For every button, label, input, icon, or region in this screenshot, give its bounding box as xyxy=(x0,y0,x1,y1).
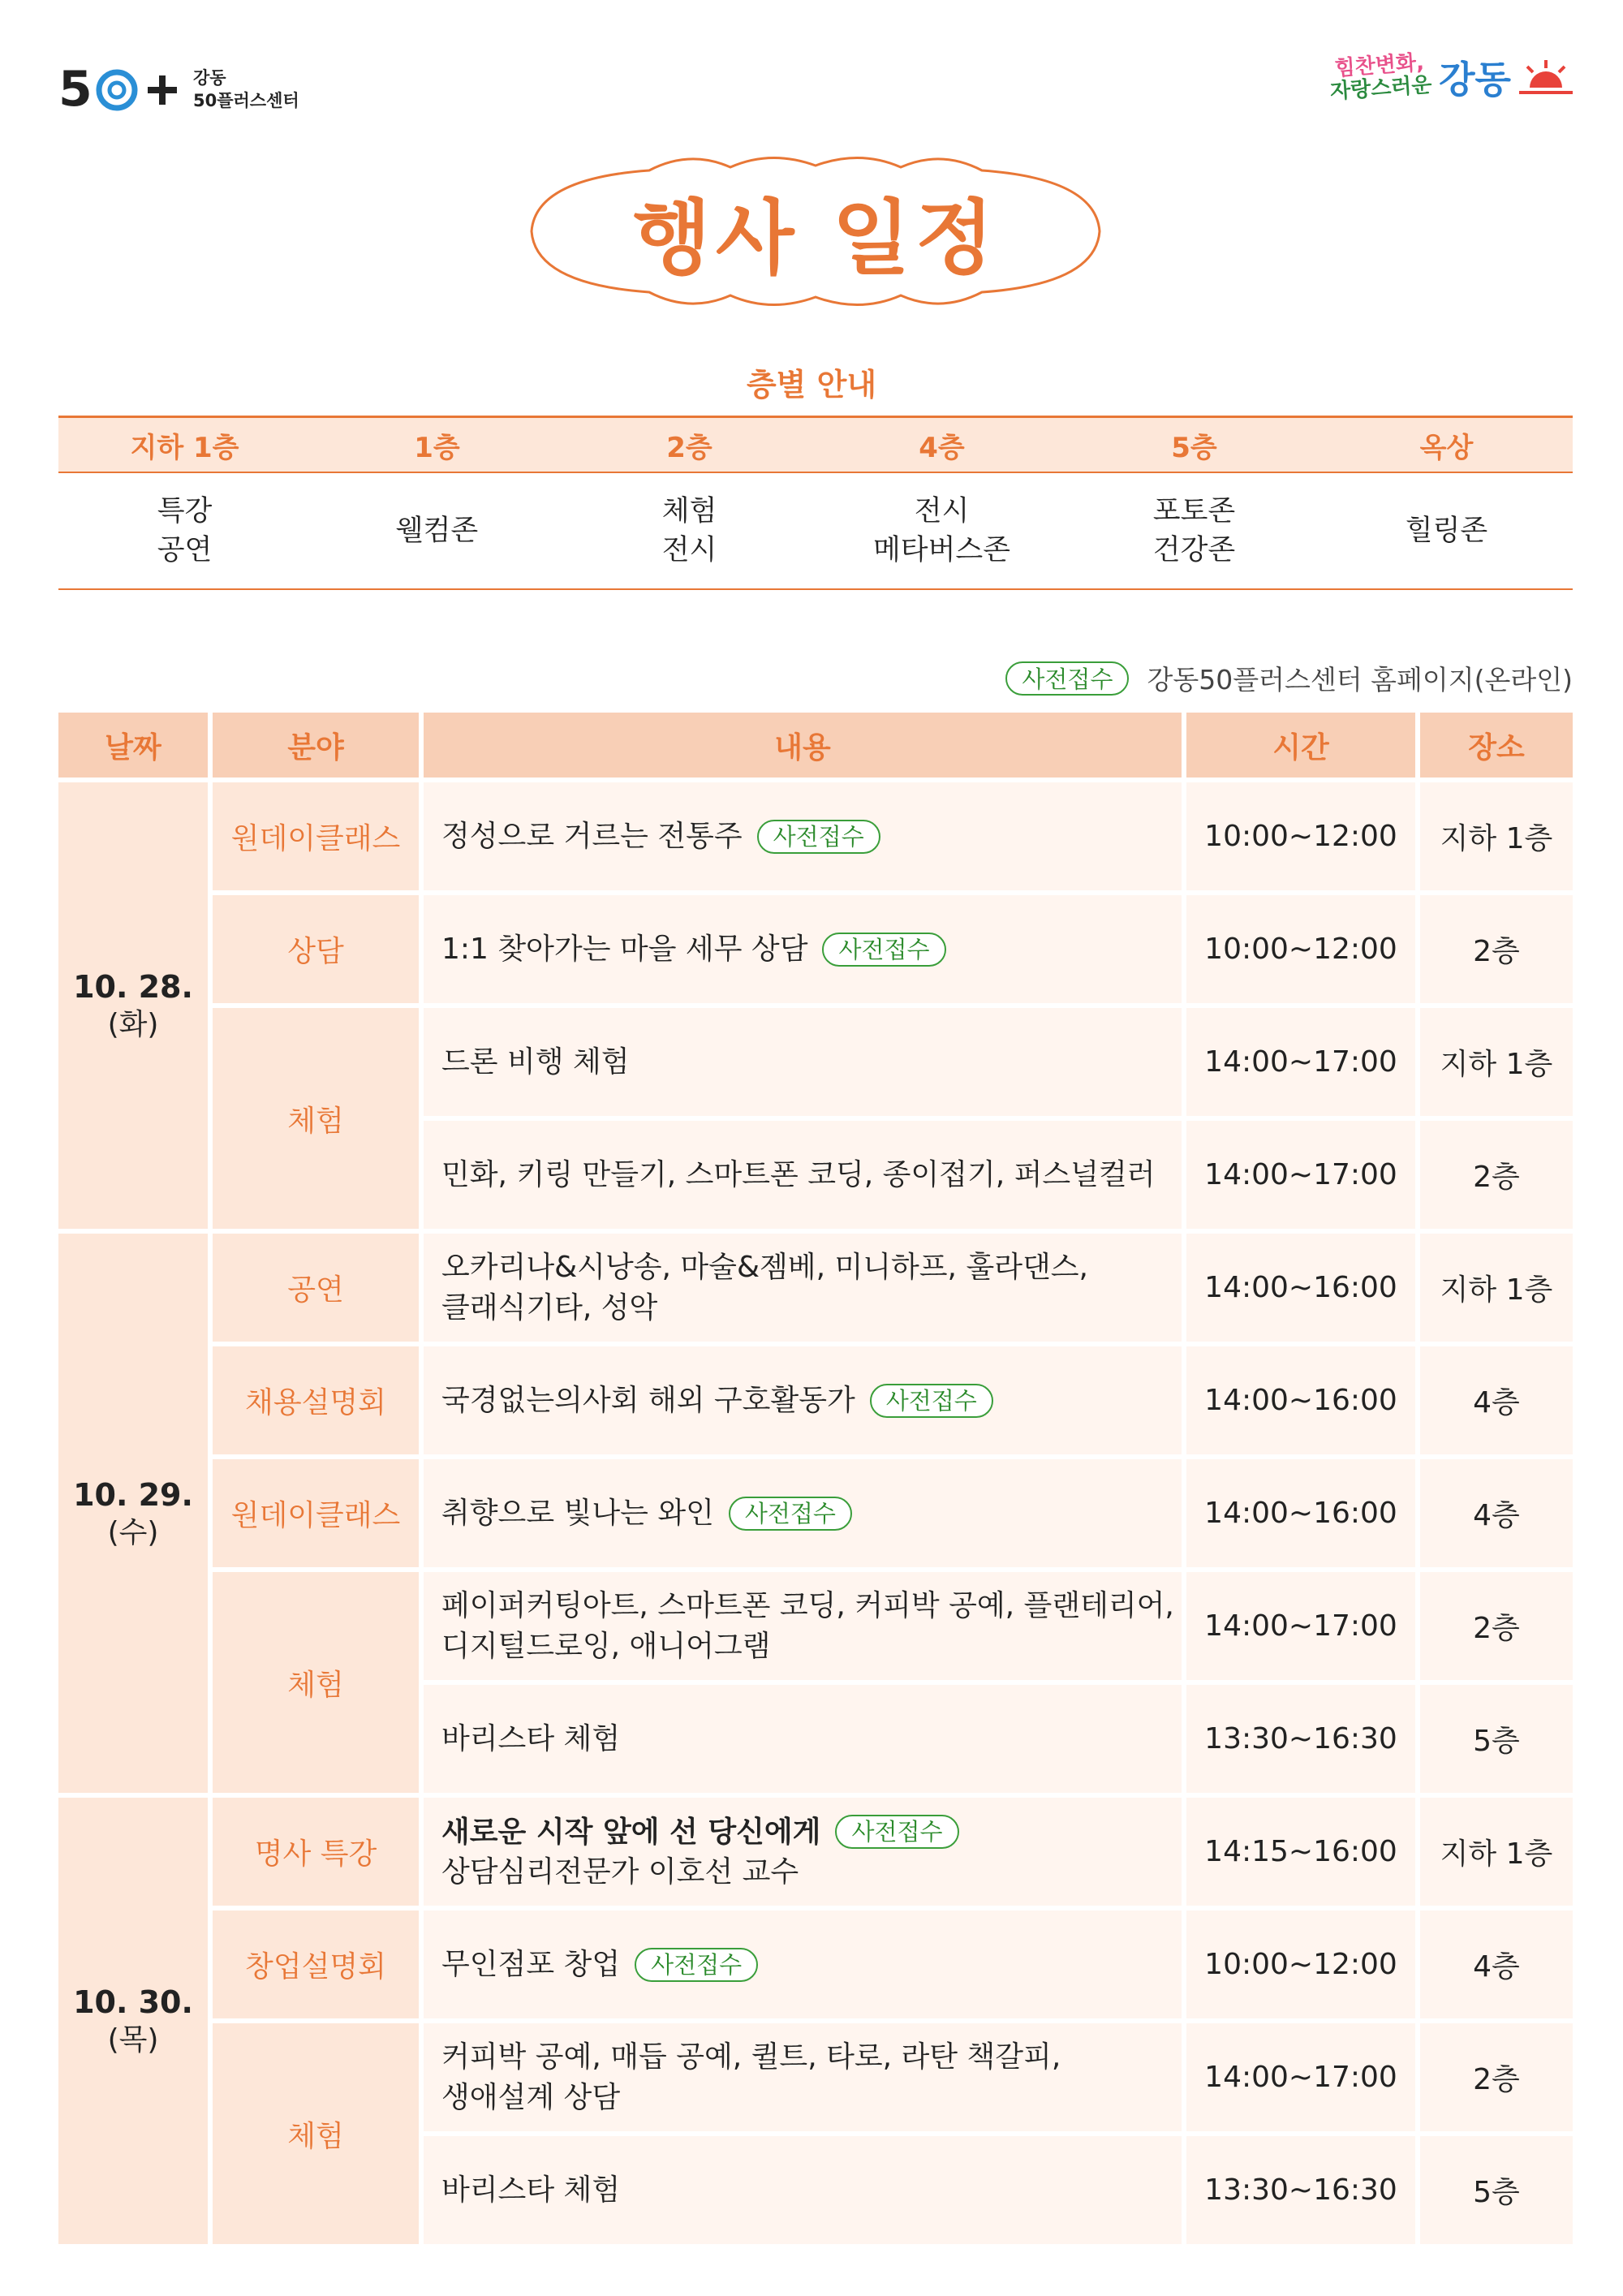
category-group xyxy=(213,1910,1573,2023)
place-cell: 5층 xyxy=(1420,2136,1573,2249)
category-cell: 공연 xyxy=(213,1234,424,1346)
content-lines xyxy=(441,1247,1088,1329)
center-logo xyxy=(58,57,299,122)
time-cell: 10:00~12:00 xyxy=(1186,1910,1420,2023)
content-text: 드론 비행 체험 xyxy=(441,1045,630,1079)
floor-zones xyxy=(1320,473,1573,588)
slogan-line2: 자랑스러운 xyxy=(1328,72,1432,105)
content-lines xyxy=(441,1719,620,1760)
place-cell: 2층 xyxy=(1420,1572,1573,1685)
category-group xyxy=(213,1234,1573,1346)
time-cell: 14:00~17:00 xyxy=(1186,1572,1420,1685)
table-row xyxy=(424,1910,1573,2023)
registration-badge: 사전접수 xyxy=(1005,661,1129,696)
content-lines xyxy=(441,1811,959,1893)
floor-zone: 웰컴존 xyxy=(395,515,479,547)
floor-zones xyxy=(58,473,311,588)
content-line xyxy=(441,1719,620,1760)
place-cell: 2층 xyxy=(1420,895,1573,1008)
category-group xyxy=(213,2023,1573,2249)
registration-badge: 사전접수 xyxy=(635,1948,758,1982)
sub-rows xyxy=(424,782,1573,895)
content-line xyxy=(441,1626,1174,1667)
content-lines xyxy=(441,1945,758,1985)
content-lines xyxy=(441,2037,1061,2118)
time-cell: 14:00~16:00 xyxy=(1186,1346,1420,1459)
content-line xyxy=(441,2037,1061,2078)
content-cell xyxy=(424,1572,1186,1685)
content-cell xyxy=(424,2023,1186,2136)
weekday-label: (목) xyxy=(107,2023,159,2057)
place-cell: 지하 1층 xyxy=(1420,782,1573,895)
place-cell: 2층 xyxy=(1420,2023,1573,2136)
category-cell: 체험 xyxy=(213,1008,424,1234)
content-text: 클래식기타, 성악 xyxy=(441,1290,658,1325)
content-cell xyxy=(424,1459,1186,1572)
floor-zone: 전시 xyxy=(661,534,717,566)
place-cell: 지하 1층 xyxy=(1420,1008,1573,1121)
content-cell xyxy=(424,1008,1186,1121)
content-cell xyxy=(424,1798,1186,1910)
svg-text:5: 5 xyxy=(58,61,93,118)
legend xyxy=(1005,659,1573,697)
content-text: 무인점포 창업 xyxy=(441,1947,621,1981)
registration-badge: 사전접수 xyxy=(757,820,880,854)
date-label: 10. 28. xyxy=(73,969,193,1005)
category-cell: 원데이클래스 xyxy=(213,1459,424,1572)
content-cell xyxy=(424,1121,1186,1234)
place-cell: 지하 1층 xyxy=(1420,1798,1573,1910)
content-cell xyxy=(424,1346,1186,1459)
content-lines xyxy=(441,2170,620,2211)
table-row xyxy=(424,1346,1573,1459)
day-rows xyxy=(213,1234,1573,1798)
table-row xyxy=(424,2023,1573,2136)
content-line xyxy=(441,1042,630,1083)
registration-badge: 사전접수 xyxy=(729,1497,852,1531)
table-row xyxy=(424,1008,1573,1121)
category-group xyxy=(213,895,1573,1008)
sun-icon xyxy=(1518,57,1574,97)
header-place: 장소 xyxy=(1420,713,1573,782)
sub-rows xyxy=(424,1008,1573,1234)
schedule-header-row xyxy=(58,713,1573,782)
date-cell xyxy=(58,1234,213,1798)
date-cell xyxy=(58,782,213,1234)
weekday-label: (화) xyxy=(107,1008,159,1041)
category-cell: 채용설명회 xyxy=(213,1346,424,1459)
day-rows xyxy=(213,782,1573,1234)
content-text: 1:1 찾아가는 마을 세무 상담 xyxy=(441,932,808,966)
content-line xyxy=(441,1381,993,1421)
category-cell: 원데이클래스 xyxy=(213,782,424,895)
table-row xyxy=(424,1685,1573,1798)
floor-zone: 특강 xyxy=(157,495,213,528)
sub-rows xyxy=(424,1234,1573,1346)
content-lines xyxy=(441,816,880,857)
content-text: 페이퍼커팅아트, 스마트폰 코딩, 커피박 공예, 플랜테리어, xyxy=(441,1588,1174,1622)
content-line xyxy=(441,816,880,857)
time-cell: 14:00~17:00 xyxy=(1186,1008,1420,1121)
floor-zone: 건강존 xyxy=(1152,534,1236,566)
floor-guide-table xyxy=(58,416,1573,590)
day-block xyxy=(58,1234,1573,1798)
table-row xyxy=(424,1798,1573,1910)
day-block xyxy=(58,1798,1573,2249)
category-group xyxy=(213,1346,1573,1459)
content-line xyxy=(441,2078,1061,2118)
content-text: 바리스타 체험 xyxy=(441,2173,621,2207)
time-cell: 14:00~17:00 xyxy=(1186,2023,1420,2136)
table-row xyxy=(424,2136,1573,2249)
floor-name: 2층 xyxy=(666,431,712,464)
floor-zone: 공연 xyxy=(157,534,213,566)
table-row xyxy=(424,1121,1573,1234)
content-line xyxy=(441,1493,852,1534)
header-date: 날짜 xyxy=(58,713,213,782)
registration-badge: 사전접수 xyxy=(822,933,945,967)
time-cell: 10:00~12:00 xyxy=(1186,782,1420,895)
fifty-plus-logo-icon xyxy=(58,61,180,118)
floor-zones xyxy=(563,473,816,588)
content-line xyxy=(441,1811,959,1852)
content-lines xyxy=(441,1155,1156,1195)
logo-text-line1: 강동 xyxy=(193,68,226,88)
weekday-label: (수) xyxy=(107,1515,159,1549)
floor-name: 4층 xyxy=(919,431,965,464)
floor-zones-row xyxy=(58,473,1573,590)
time-cell: 13:30~16:30 xyxy=(1186,2136,1420,2249)
registration-badge: 사전접수 xyxy=(870,1384,993,1418)
floor-name: 옥상 xyxy=(1419,431,1474,464)
floor-header-row xyxy=(58,416,1573,473)
category-cell: 명사 특강 xyxy=(213,1798,424,1910)
content-line xyxy=(441,1288,1088,1329)
table-row xyxy=(424,895,1573,1008)
category-cell: 체험 xyxy=(213,2023,424,2249)
floor-zones xyxy=(311,473,563,588)
sub-rows xyxy=(424,1572,1573,1798)
day-rows xyxy=(213,1798,1573,2249)
legend-text: 강동50플러스센터 홈페이지(온라인) xyxy=(1147,664,1573,696)
content-text: 국경없는의사회 해외 구호활동가 xyxy=(441,1383,855,1417)
content-cell xyxy=(424,1685,1186,1798)
place-cell: 4층 xyxy=(1420,1346,1573,1459)
content-lines xyxy=(441,1381,993,1421)
place-cell: 2층 xyxy=(1420,1121,1573,1234)
category-group xyxy=(213,1008,1573,1234)
content-cell xyxy=(424,1910,1186,2023)
content-line xyxy=(441,1852,959,1893)
date-cell xyxy=(58,1798,213,2249)
category-group xyxy=(213,1459,1573,1572)
content-line xyxy=(441,1945,758,1985)
floor-zone: 힐링존 xyxy=(1405,515,1488,547)
sub-rows xyxy=(424,1910,1573,2023)
content-cell xyxy=(424,2136,1186,2249)
category-cell: 상담 xyxy=(213,895,424,1008)
place-cell: 4층 xyxy=(1420,1459,1573,1572)
table-row xyxy=(424,1234,1573,1346)
floor-name: 지하 1층 xyxy=(130,431,239,464)
time-cell: 14:00~16:00 xyxy=(1186,1234,1420,1346)
content-lines xyxy=(441,929,946,970)
floor-zones xyxy=(816,473,1068,588)
time-cell: 14:00~16:00 xyxy=(1186,1459,1420,1572)
place-cell: 지하 1층 xyxy=(1420,1234,1573,1346)
day-block xyxy=(58,782,1573,1234)
gangdong-logo xyxy=(1329,50,1574,104)
content-text: 생애설계 상담 xyxy=(441,2080,621,2114)
content-text: 민화, 키링 만들기, 스마트폰 코딩, 종이접기, 퍼스널컬러 xyxy=(441,1157,1156,1191)
content-line xyxy=(441,1155,1156,1195)
slogan-line1: 힘찬변화, xyxy=(1333,50,1425,81)
floor-name: 1층 xyxy=(414,431,460,464)
floor-zone: 메타버스존 xyxy=(872,534,1011,566)
title-banner xyxy=(527,146,1104,317)
content-cell xyxy=(424,782,1186,895)
content-text: 바리스타 체험 xyxy=(441,1721,621,1755)
time-cell: 10:00~12:00 xyxy=(1186,895,1420,1008)
category-group xyxy=(213,782,1573,895)
header-time: 시간 xyxy=(1186,713,1420,782)
floor-zones xyxy=(1068,473,1320,588)
registration-badge: 사전접수 xyxy=(835,1815,958,1849)
content-line xyxy=(441,929,946,970)
place-cell: 5층 xyxy=(1420,1685,1573,1798)
sub-rows xyxy=(424,1459,1573,1572)
content-text: 상담심리전문가 이호선 교수 xyxy=(441,1854,799,1889)
content-text: 새로운 시작 앞에 선 당신에게 xyxy=(441,1814,821,1849)
sub-rows xyxy=(424,895,1573,1008)
content-text: 취향으로 빛나는 와인 xyxy=(441,1496,714,1530)
sub-rows xyxy=(424,1798,1573,1910)
date-label: 10. 29. xyxy=(73,1476,193,1513)
sub-rows xyxy=(424,1346,1573,1459)
time-cell: 14:15~16:00 xyxy=(1186,1798,1420,1910)
place-cell: 4층 xyxy=(1420,1910,1573,2023)
content-lines xyxy=(441,1586,1174,1667)
floor-zone: 포토존 xyxy=(1152,495,1236,528)
category-cell: 창업설명회 xyxy=(213,1910,424,2023)
time-cell: 14:00~17:00 xyxy=(1186,1121,1420,1234)
content-text: 오카리나&시낭송, 마술&젬베, 미니하프, 훌라댄스, xyxy=(441,1250,1088,1284)
schedule-table xyxy=(58,713,1573,2249)
slogan xyxy=(1328,51,1432,104)
table-row xyxy=(424,1459,1573,1572)
floor-name: 5층 xyxy=(1171,431,1217,464)
header-category: 분야 xyxy=(213,713,424,782)
page-title: 행사 일정 xyxy=(632,191,999,286)
content-text: 디지털드로잉, 애니어그램 xyxy=(441,1629,771,1663)
content-text: 커피박 공예, 매듭 공예, 퀼트, 타로, 라탄 책갈피, xyxy=(441,2040,1061,2074)
time-cell: 13:30~16:30 xyxy=(1186,1685,1420,1798)
table-row xyxy=(424,782,1573,895)
floor-guide-heading: 층별 안내 xyxy=(746,367,877,403)
content-line xyxy=(441,1586,1174,1626)
content-line xyxy=(441,2170,620,2211)
header-content: 내용 xyxy=(424,713,1186,782)
category-group xyxy=(213,1572,1573,1798)
content-cell xyxy=(424,1234,1186,1346)
content-line xyxy=(441,1247,1088,1288)
logo-text-line2: 50플러스센터 xyxy=(193,91,299,110)
table-row xyxy=(424,1572,1573,1685)
content-text: 정성으로 거르는 전통주 xyxy=(441,819,743,853)
city-name: 강동 xyxy=(1439,58,1511,101)
content-cell xyxy=(424,895,1186,1008)
date-label: 10. 30. xyxy=(73,1984,193,2020)
sub-rows xyxy=(424,2023,1573,2249)
content-lines xyxy=(441,1042,630,1083)
content-lines xyxy=(441,1493,852,1534)
floor-zone: 전시 xyxy=(914,495,970,528)
category-group xyxy=(213,1798,1573,1910)
category-cell: 체험 xyxy=(213,1572,424,1798)
floor-zone: 체험 xyxy=(661,495,717,528)
